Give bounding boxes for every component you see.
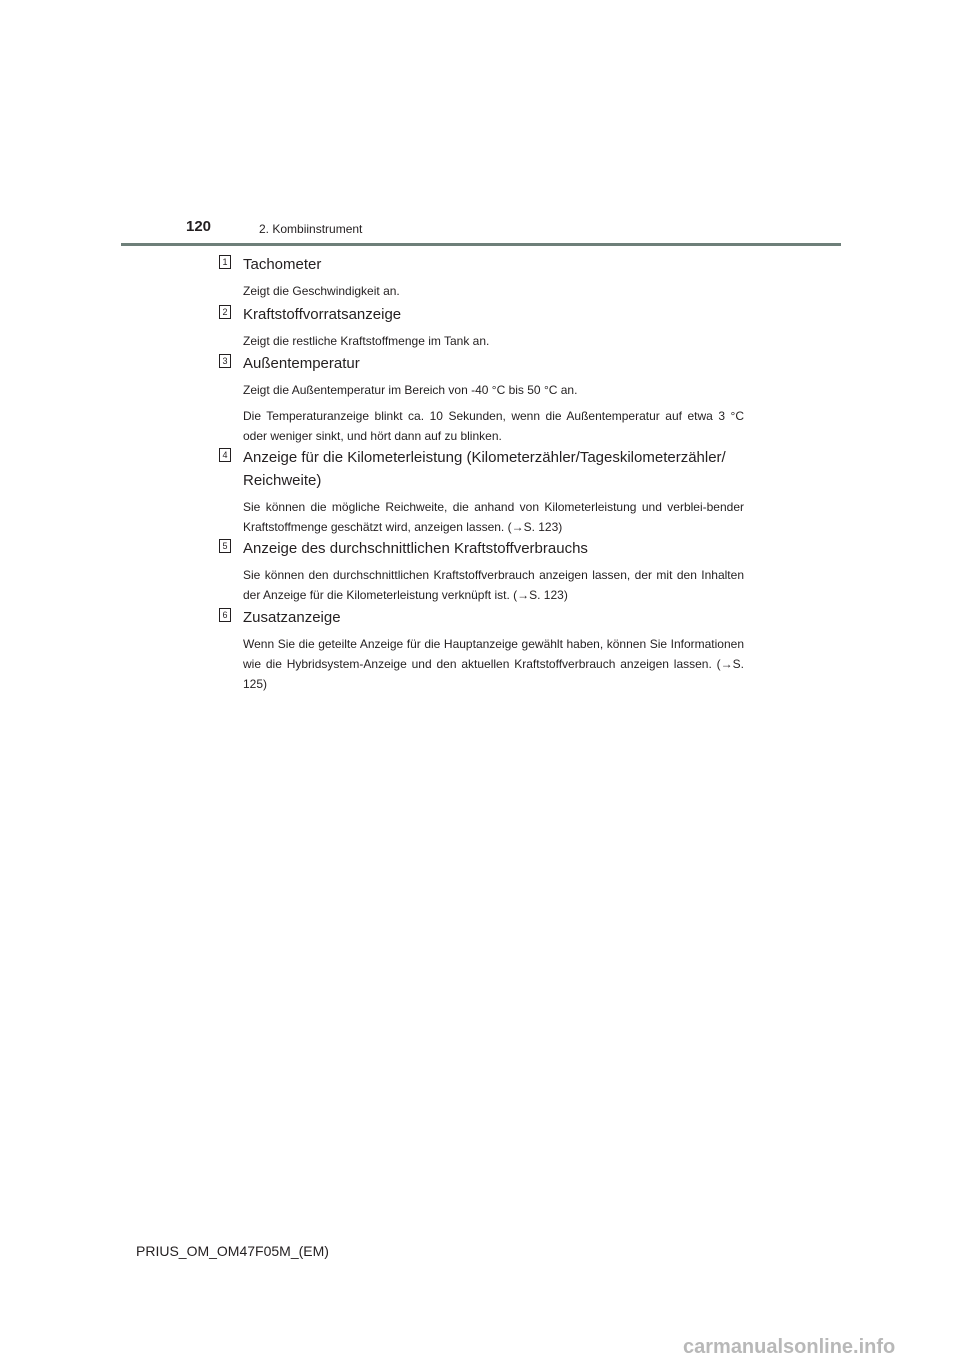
list-item (219, 352, 744, 452)
list-item (219, 606, 744, 700)
watermark: carmanualsonline.info (683, 1336, 896, 1358)
item-title: Außentemperatur (243, 355, 360, 372)
item-number-badge: 1 (219, 255, 231, 269)
item-description: Sie können den durchschnittlichen Kraftstoffverbrauch anzeigen lassen, der mit den Inhalten der Anzeige für die Kilometerleistung verknüpft ist. (→S. 123) (243, 568, 744, 602)
item-description: Wenn Sie die geteilte Anzeige für die Hauptanzeige gewählt haben, können Sie Informationen wie die Hybridsystem-Anzeige und den aktuellen Kraftstoffverbrauch anzeigen lassen. (→S. 125) (243, 637, 744, 691)
item-number-badge: 6 (219, 608, 231, 622)
header-rule (121, 243, 841, 246)
item-number-badge: 3 (219, 354, 231, 368)
item-title: Anzeige für die Kilometerleistung (Kilometerzähler/Tageskilometerzähler/ Reichweite) (243, 449, 726, 489)
list-item (219, 537, 744, 611)
document-code: PRIUS_OM_OM47F05M_(EM) (136, 1243, 329, 1259)
item-description: Zeigt die Geschwindigkeit an. (243, 284, 400, 298)
item-description: Zeigt die Außentemperatur im Bereich von -40 °C bis 50 °C an. (243, 383, 578, 397)
item-number-badge: 4 (219, 448, 231, 462)
list-item (219, 303, 744, 357)
item-title: Kraftstoffvorratsanzeige (243, 306, 402, 323)
item-title: Tachometer (243, 256, 322, 273)
list-item (219, 446, 744, 543)
item-number-badge: 2 (219, 305, 231, 319)
section-title: 2. Kombiinstrument (259, 222, 363, 236)
item-number-badge: 5 (219, 539, 231, 553)
item-description: Die Temperaturanzeige blinkt ca. 10 Sekunden, wenn die Außentemperatur auf etwa 3 °C oder weniger sinkt, und hört dann auf zu blinken. (243, 409, 744, 443)
list-item (219, 253, 744, 307)
item-title: Anzeige des durchschnittlichen Kraftstoffverbrauchs (243, 540, 588, 557)
page-number: 120 (186, 218, 212, 235)
item-description: Zeigt die restliche Kraftstoffmenge im Tank an. (243, 334, 490, 348)
item-description: Sie können die mögliche Reichweite, die anhand von Kilometerleistung und verblei-bender Kraftstoffmenge geschätzt wird, anzeigen lassen. (→S. 123) (243, 500, 744, 534)
item-title: Zusatzanzeige (243, 609, 341, 626)
